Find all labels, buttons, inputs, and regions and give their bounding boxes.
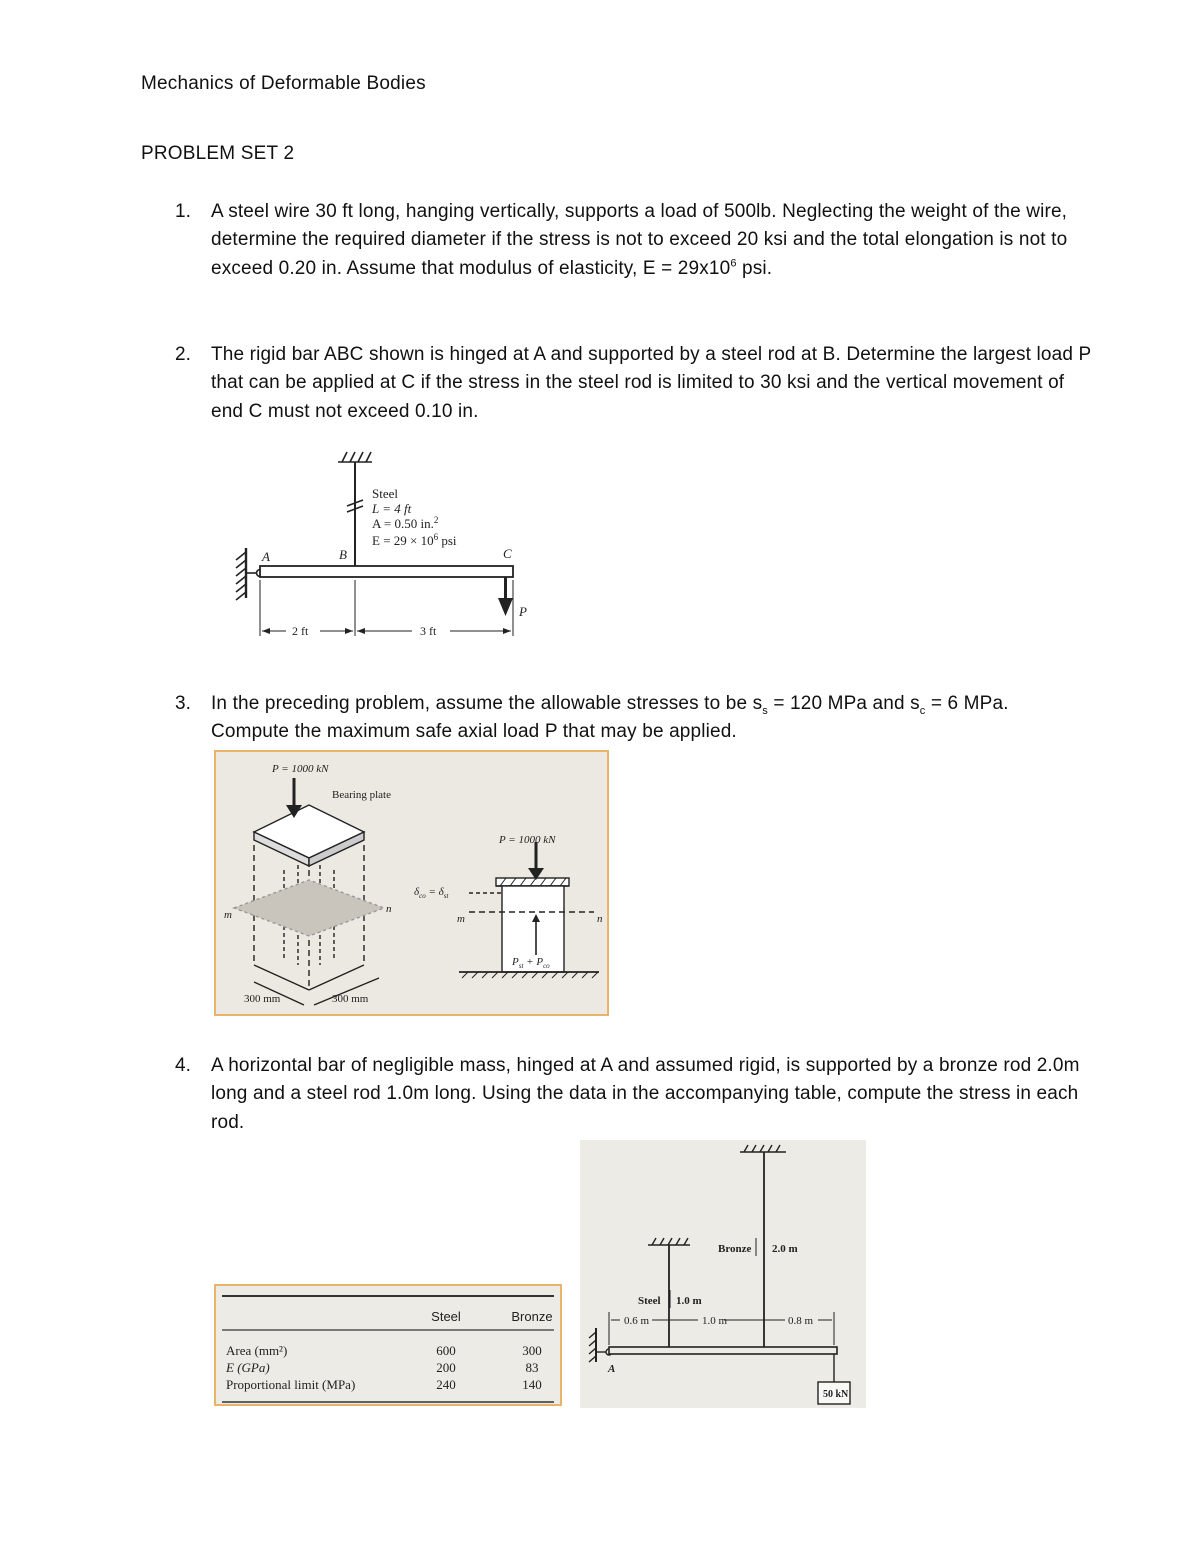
fig4-steel-length: 1.0 m xyxy=(676,1295,702,1307)
course-title: Mechanics of Deformable Bodies xyxy=(141,73,426,94)
fig3-reaction-sub-2: co xyxy=(543,962,550,970)
problem-1-main: A steel wire 30 ft long, hanging vertically, supports a load of 500lb. Neglecting the weight of the wire, determine the required diameter if the stress is not to exceed 20 ksi and the total elongation is not to exceed 0.20 in. Assume that modulus of elasticity, E = 29x10 xyxy=(211,201,1068,279)
steel-length: L = 4 ft xyxy=(372,501,412,516)
fig3-label-m: m xyxy=(224,909,232,921)
table-cell-steel: 240 xyxy=(436,1377,456,1392)
table-cell-steel: 600 xyxy=(436,1343,456,1358)
steel-area-exponent: 2 xyxy=(433,515,439,525)
steel-modulus-exponent: 6 xyxy=(433,532,439,542)
dim-right: 3 ft xyxy=(420,624,437,638)
label-a: A xyxy=(262,549,270,564)
table-row-label: E (GPa) xyxy=(226,1360,270,1375)
problem-3-part-a: In the preceding problem, assume the allowable stresses to be s xyxy=(211,693,763,714)
problem-2-number: 2. xyxy=(175,344,191,365)
label-c: C xyxy=(503,546,512,561)
table-cell-bronze: 83 xyxy=(525,1360,539,1375)
fig3-delta-1: δ xyxy=(414,886,420,898)
fig3-load-label-2: P = 1000 kN xyxy=(499,834,556,846)
fig3-label-n: n xyxy=(386,903,392,915)
table-cell-steel: 200 xyxy=(436,1360,456,1375)
fig4-hinge-label: A xyxy=(608,1363,616,1375)
steel-area-value: A = 0.50 in. xyxy=(372,516,434,531)
table-header-steel: Steel xyxy=(431,1309,461,1324)
fig4-dim-3: 0.8 m xyxy=(788,1315,814,1327)
steel-modulus-value: E = 29 × 10 xyxy=(372,533,434,548)
problem-4-text: A horizontal bar of negligible mass, hinged at A and assumed rigid, is supported by a bronze rod 2.0m long and a steel rod 1.0m long. Using the data in the accompanying table, compute the stress in each rod. xyxy=(211,1055,1080,1133)
fig3-label-n2: n xyxy=(597,913,603,925)
fig3-delta-sub-2: st xyxy=(443,892,449,900)
problem-3-part-b: = 120 MPa and s xyxy=(767,693,920,714)
problem-1-text xyxy=(211,198,1091,283)
steel-modulus-unit: psi xyxy=(438,533,457,548)
table-cell-bronze: 140 xyxy=(522,1377,542,1392)
fig3-reaction-plus: + P xyxy=(523,956,544,968)
steel-area xyxy=(372,515,438,531)
figure-4-bar-diagram xyxy=(580,1140,866,1408)
label-p: P xyxy=(519,604,527,619)
fig3-dim-2: 300 mm xyxy=(332,993,369,1005)
fig4-bronze-label: Bronze xyxy=(718,1243,752,1255)
table-cell-bronze: 300 xyxy=(522,1343,542,1358)
problem-3-text xyxy=(211,690,1091,747)
problem-3-part-c: = 6 MPa. Compute the maximum safe axial load P that may be applied. xyxy=(211,693,1009,743)
problem-3-sub-s: s xyxy=(762,704,768,717)
label-b: B xyxy=(339,547,347,562)
table-row-label: Proportional limit (MPa) xyxy=(226,1377,356,1392)
problem-3-number: 3. xyxy=(175,693,191,714)
steel-modulus xyxy=(372,532,457,548)
table-row-label: Area (mm²) xyxy=(226,1343,288,1358)
problem-1-exponent: 6 xyxy=(730,257,737,270)
table-header-bronze: Bronze xyxy=(511,1309,553,1324)
fig3-dim-1: 300 mm xyxy=(244,993,281,1005)
problem-1-tail: psi. xyxy=(736,257,773,279)
fig3-load-label: P = 1000 kN xyxy=(272,763,329,775)
problem-2-text: The rigid bar ABC shown is hinged at A and supported by a steel rod at B. Determine the largest load P that can be applied at C if the stress in the steel rod is limited to 30 ksi and the vertical movement of end C must not exceed 0.10 in. xyxy=(211,344,1091,422)
fig3-reaction-p: P xyxy=(512,956,519,968)
fig4-bronze-length: 2.0 m xyxy=(772,1243,798,1255)
fig4-steel-label: Steel xyxy=(638,1295,661,1307)
fig4-dim-1: 0.6 m xyxy=(624,1315,650,1327)
fig3-delta-mid: = δ xyxy=(425,886,444,898)
fig3-bearing-plate: Bearing plate xyxy=(332,789,391,801)
fig3-delta-sub-1: co xyxy=(419,892,426,900)
fig3-label-m2: m xyxy=(457,913,465,925)
dim-left: 2 ft xyxy=(292,624,309,638)
figure-2-rigid-bar xyxy=(222,440,542,655)
fig4-dim-2: 1.0 m xyxy=(702,1315,728,1327)
problem-4-number: 4. xyxy=(175,1055,191,1076)
figure-4-table xyxy=(214,1284,562,1406)
problem-3-sub-c: c xyxy=(919,704,926,717)
problem-1-number: 1. xyxy=(175,201,191,222)
fig4-load-label: 50 kN xyxy=(823,1389,849,1400)
figure-3-column xyxy=(214,750,609,1016)
steel-title: Steel xyxy=(372,486,398,501)
fig3-reaction-sub-1: st xyxy=(518,962,524,970)
problem-set-title: PROBLEM SET 2 xyxy=(141,143,295,164)
